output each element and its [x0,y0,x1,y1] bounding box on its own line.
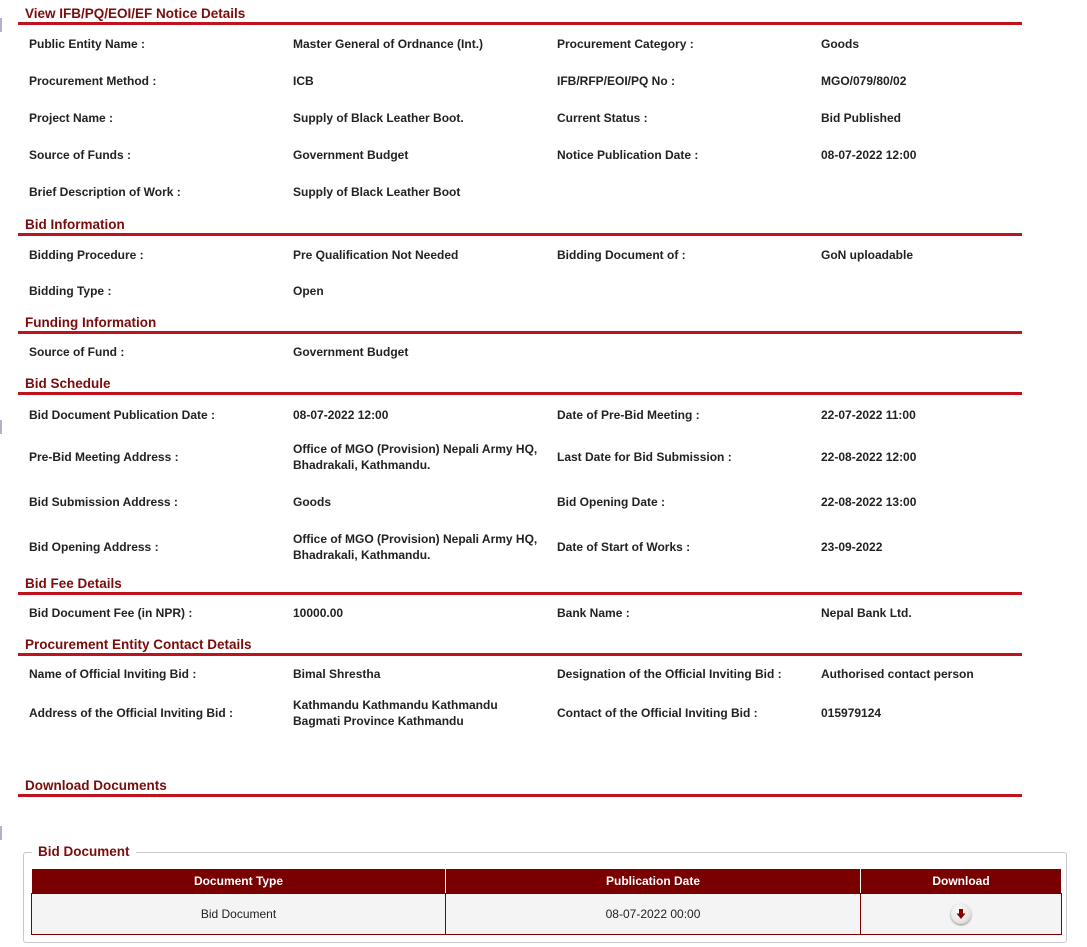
bid-document-fieldset [23,844,1067,943]
detail-value: Open [293,284,324,298]
detail-value: Supply of Black Leather Boot [293,185,461,199]
detail-label: Pre-Bid Meeting Address : [29,449,179,464]
detail-value [282,692,546,734]
detail-row [18,479,1022,524]
download-cell [861,894,1062,935]
detail-label: Designation of the Official Inviting Bid : [557,667,782,681]
detail-row [18,334,1022,370]
detail-value [810,173,1022,211]
section-title-contact: Procurement Entity Contact Details [18,631,1022,656]
detail-value: Government Budget [293,147,409,162]
detail-label: Bid Opening Date : [557,494,665,509]
detail-row [18,173,1022,211]
document-type-cell: Bid Document [32,894,446,935]
detail-label: Project Name : [29,110,114,125]
detail-label: Bid Document Fee (in NPR) : [29,606,193,620]
value-line: Bhadrakali, Kathmandu. [293,548,431,562]
detail-value: ICB [293,73,314,88]
value-line: Office of MGO (Provision) Nepali Army HQ, [293,441,538,456]
detail-label: Bidding Document of : [557,247,686,262]
detail-label: Bid Opening Address : [29,540,159,554]
detail-value: Goods [821,36,859,51]
detail-value [282,524,546,570]
detail-row [18,62,1022,99]
detail-label: Procurement Method : [29,73,157,88]
column-header-download: Download [861,869,1062,894]
left-edge [0,0,2,947]
value-line: Bagmati Province Kathmandu [293,714,464,728]
detail-label: Bid Document Publication Date : [29,407,216,422]
detail-label [546,173,810,211]
detail-value [282,434,546,479]
detail-label: Last Date for Bid Submission : [557,449,732,464]
section-title-bid-fee: Bid Fee Details [18,570,1022,595]
detail-label: Address of the Official Inviting Bid : [29,706,234,720]
detail-value: MGO/079/80/02 [821,73,907,88]
detail-value: Government Budget [293,345,409,359]
documents-header-row [32,869,1062,894]
detail-label: Date of Start of Works : [557,540,691,554]
documents-table [31,868,1062,935]
detail-label: Bidding Type : [29,284,112,298]
detail-row [18,434,1022,479]
download-arrow-icon[interactable] [951,904,971,924]
detail-value: Authorised contact person [821,667,974,681]
detail-row [18,236,1022,273]
detail-label: Procurement Category : [557,36,694,51]
detail-label [546,273,810,309]
detail-value: 10000.00 [293,606,344,620]
funding-table [18,334,1022,370]
detail-value: 22-08-2022 12:00 [821,449,917,464]
value-line: Office of MGO (Provision) Nepali Army HQ, [293,532,538,546]
contact-table [18,656,1022,734]
notice-details-table [18,25,1022,211]
detail-value: Supply of Black Leather Boot. [293,110,464,125]
detail-label: Bid Submission Address : [29,494,178,509]
detail-row [18,595,1022,631]
detail-row [18,99,1022,136]
detail-label: Brief Description of Work : [29,185,181,199]
detail-label: Date of Pre-Bid Meeting : [557,407,700,422]
detail-value: 23-09-2022 [821,540,883,554]
detail-label: Notice Publication Date : [557,147,699,162]
spacer [18,734,1022,772]
detail-label: Public Entity Name : [29,36,146,51]
section-title-bid-schedule: Bid Schedule [18,370,1022,395]
column-header-publication-date: Publication Date [446,869,861,894]
detail-row [18,692,1022,734]
section-title-funding: Funding Information [18,309,1022,334]
detail-label [546,334,810,370]
section-title-download-documents: Download Documents [18,772,1022,797]
detail-value [810,273,1022,309]
detail-value: 22-07-2022 11:00 [821,407,916,422]
detail-row [18,395,1022,434]
value-line: Bhadrakali, Kathmandu. [293,457,431,472]
detail-value: Pre Qualification Not Needed [293,247,459,262]
detail-label: Contact of the Official Inviting Bid : [557,706,758,720]
bid-information-table [18,236,1022,309]
detail-value: Bimal Shrestha [293,667,381,681]
detail-label: Bidding Procedure : [29,247,144,262]
detail-label: Source of Funds : [29,147,131,162]
detail-row [18,25,1022,62]
detail-value: 08-07-2022 12:00 [293,407,389,422]
notice-details-page [18,0,1022,797]
bid-document-legend: Bid Document [32,844,136,860]
bid-schedule-table [18,395,1022,570]
detail-label: Bank Name : [557,606,630,620]
detail-value: 08-07-2022 12:00 [821,147,917,162]
detail-value: GoN uploadable [821,247,914,262]
detail-value: Nepal Bank Ltd. [821,606,912,620]
table-row [32,894,1062,935]
detail-value: Master General of Ordnance (Int.) [293,36,484,51]
detail-label: Name of Official Inviting Bid : [29,667,197,681]
detail-label: Current Status : [557,110,648,125]
publication-date-cell: 08-07-2022 00:00 [446,894,861,935]
bid-fee-table [18,595,1022,631]
detail-value: 015979124 [821,706,882,720]
detail-value: Goods [293,494,331,509]
detail-label: IFB/RFP/EOI/PQ No : [557,73,676,88]
detail-row [18,524,1022,570]
section-title-notice: View IFB/PQ/EOI/EF Notice Details [18,0,1022,25]
value-line: Kathmandu Kathmandu Kathmandu [293,698,498,712]
detail-row [18,273,1022,309]
detail-row [18,656,1022,692]
detail-value [810,334,1022,370]
column-header-document-type: Document Type [32,869,446,894]
detail-label: Source of Fund : [29,345,125,359]
detail-value: Bid Published [821,110,902,125]
detail-row [18,136,1022,173]
detail-value: 22-08-2022 13:00 [821,494,917,509]
section-title-bid-information: Bid Information [18,211,1022,236]
